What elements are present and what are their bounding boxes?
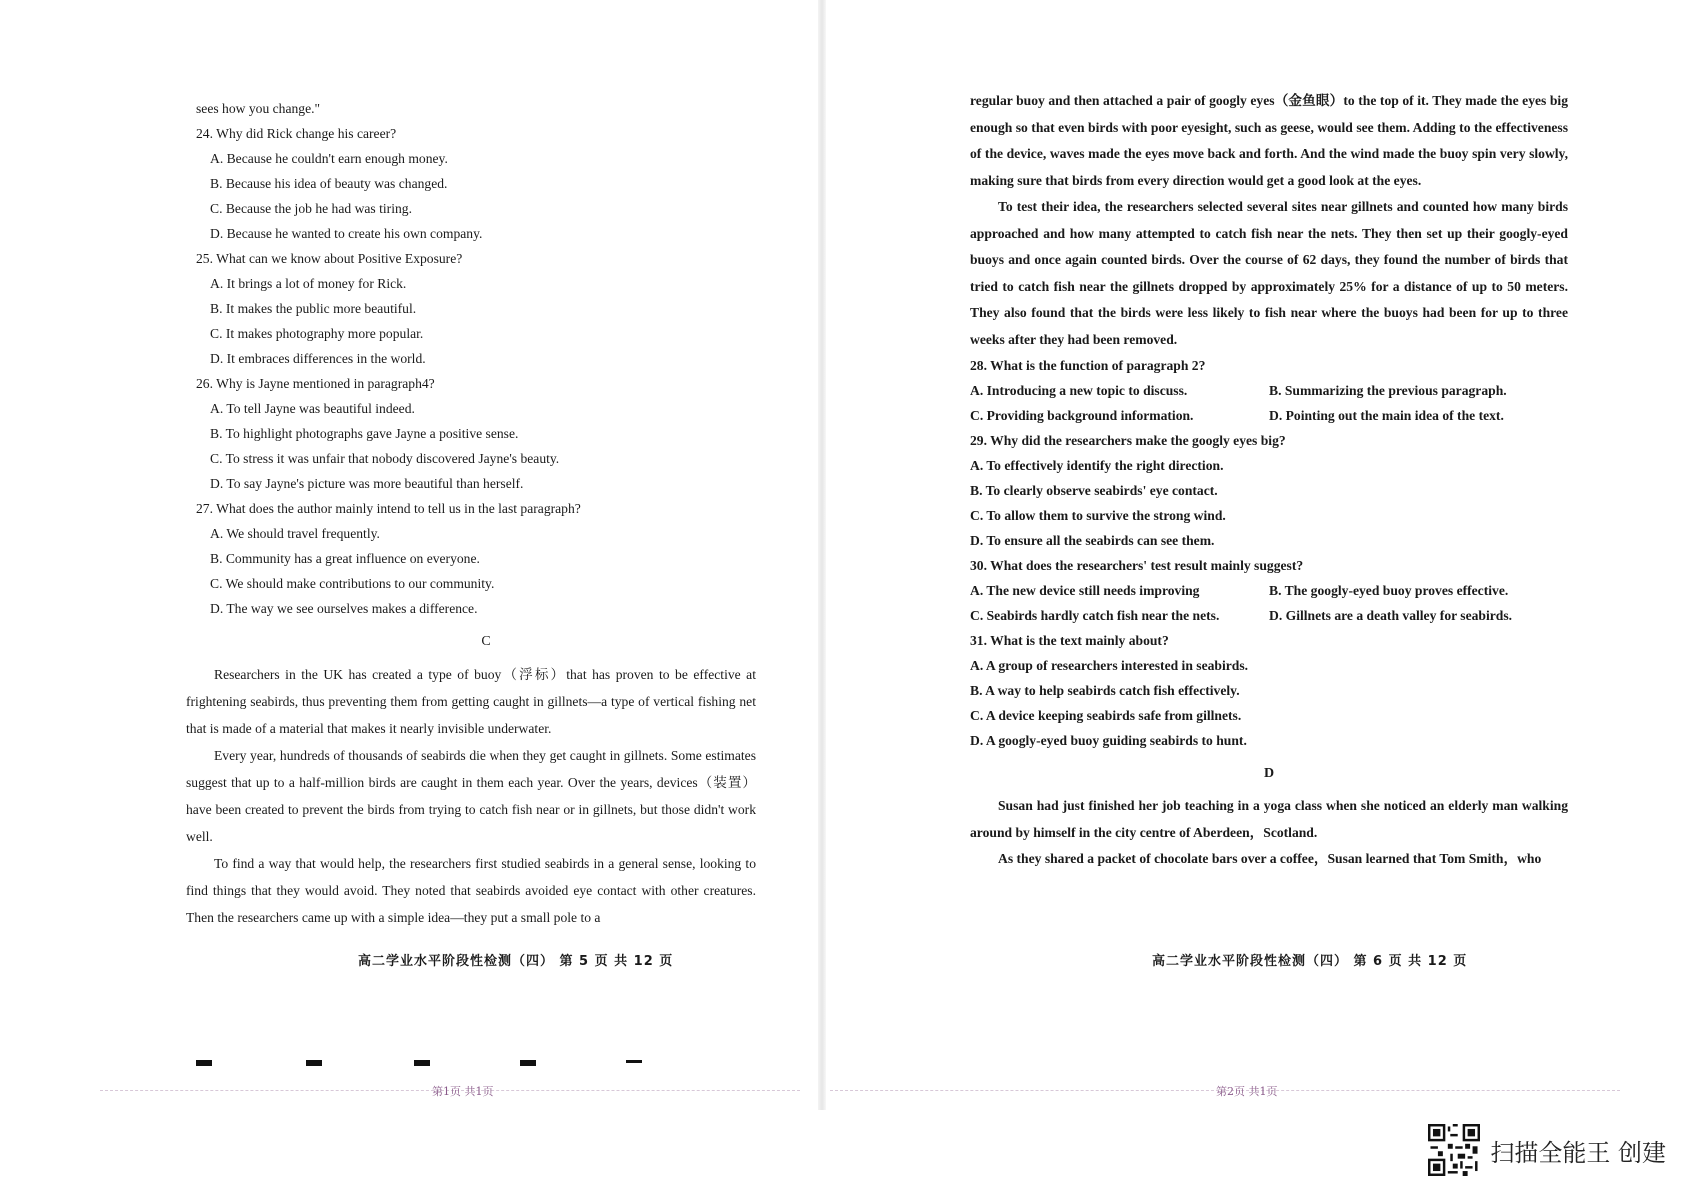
page-footer: 高二学业水平阶段性检测（四） 第 6 页 共 12 页 <box>1152 954 1468 969</box>
question-stem: 26. Why is Jayne mentioned in paragraph4? <box>196 376 435 391</box>
option: B. Summarizing the previous paragraph. <box>1269 383 1507 398</box>
option: A. We should travel frequently. <box>210 526 380 541</box>
question-30 <box>970 553 1568 628</box>
option: D. Because he wanted to create his own company. <box>210 226 483 241</box>
option: B. The googly-eyed buoy proves effective. <box>1269 583 1509 598</box>
question-29 <box>970 428 1568 553</box>
scanner-watermark <box>1428 1124 1666 1176</box>
section-heading-c: C <box>481 634 491 649</box>
page-footer: 高二学业水平阶段性检测（四） 第 5 页 共 12 页 <box>358 954 674 969</box>
scan-page-label: 第1页 共1页 <box>432 1085 494 1098</box>
option: D. A googly-eyed buoy guiding seabirds to hunt. <box>970 733 1247 748</box>
question-stem: 30. What does the researchers' test result mainly suggest? <box>970 558 1304 573</box>
option: C. We should make contributions to our community. <box>210 576 495 591</box>
alignment-marker <box>306 1060 322 1066</box>
passage-paragraph: Susan had just finished her job teaching in a yoga class when she noticed an elderly man walking around by himself in the city centre of Aberdeen，Scotland. <box>970 798 1568 840</box>
option: A. Because he couldn't earn enough money. <box>210 151 448 166</box>
option: C. To stress it was unfair that nobody discovered Jayne's beauty. <box>210 451 560 466</box>
question-stem: 25. What can we know about Positive Exposure? <box>196 251 463 266</box>
option: B. A way to help seabirds catch fish effectively. <box>970 683 1240 698</box>
option: B. Because his idea of beauty was changed. <box>210 176 448 191</box>
question-stem: 27. What does the author mainly intend to tell us in the last paragraph? <box>196 501 581 516</box>
alignment-marker <box>520 1060 536 1066</box>
question-26 <box>196 371 776 496</box>
alignment-marker <box>196 1060 212 1066</box>
passage-d <box>970 793 1568 873</box>
option: C. Providing background information. <box>970 408 1194 423</box>
option: A. It brings a lot of money for Rick. <box>210 276 407 291</box>
option: C. A device keeping seabirds safe from gillnets. <box>970 708 1242 723</box>
option: C. It makes photography more popular. <box>210 326 424 341</box>
alignment-marker <box>414 1060 430 1066</box>
option: C. To allow them to survive the strong wind. <box>970 508 1226 523</box>
option: B. Community has a great influence on everyone. <box>210 551 480 566</box>
option: A. The new device still needs improving <box>970 583 1200 598</box>
option: A. Introducing a new topic to discuss. <box>970 383 1188 398</box>
option: A. To effectively identify the right direction. <box>970 458 1224 473</box>
question-25 <box>196 246 776 371</box>
question-28 <box>970 353 1568 428</box>
alignment-marker <box>626 1060 642 1063</box>
passage-c <box>186 661 756 931</box>
option: C. Seabirds hardly catch fish near the nets. <box>970 608 1220 623</box>
option: D. Pointing out the main idea of the text. <box>1269 408 1504 423</box>
left-page <box>0 0 820 1190</box>
option: B. It makes the public more beautiful. <box>210 301 417 316</box>
option: B. To highlight photographs gave Jayne a positive sense. <box>210 426 519 441</box>
right-column <box>970 88 1568 873</box>
question-31 <box>970 628 1568 753</box>
option: A. To tell Jayne was beautiful indeed. <box>210 401 415 416</box>
question-stem: 24. Why did Rick change his career? <box>196 126 397 141</box>
passage-paragraph: Every year, hundreds of thousands of seabirds die when they get caught in gillnets. Some estimates suggest that up to a half-million birds are caught in them each year. Over the years, devices（装置）have been created to prevent the birds from trying to catch fish near or in gillnets, but those didn't work well. <box>186 748 756 844</box>
options-grid <box>970 378 1568 428</box>
options-grid <box>970 578 1568 628</box>
question-stem: 29. Why did the researchers make the googly eyes big? <box>970 433 1286 448</box>
option: D. Gillnets are a death valley for seabirds. <box>1269 608 1513 623</box>
passage-paragraph: As they shared a packet of chocolate bars over a coffee，Susan learned that Tom Smith，who <box>998 851 1542 866</box>
option: D. To ensure all the seabirds can see them. <box>970 533 1215 548</box>
option: D. To say Jayne's picture was more beautiful than herself. <box>210 476 524 491</box>
section-heading-d: D <box>1263 766 1275 781</box>
option: D. The way we see ourselves makes a difference. <box>210 601 478 616</box>
question-27 <box>196 496 776 621</box>
option: D. It embraces differences in the world. <box>210 351 426 366</box>
left-column <box>186 96 776 931</box>
continued-line: sees how you change." <box>196 101 321 116</box>
question-stem: 28. What is the function of paragraph 2? <box>970 358 1206 373</box>
option: C. Because the job he had was tiring. <box>210 201 412 216</box>
passage-paragraph: Researchers in the UK has created a type of buoy（浮标）that has proven to be effective at frightening seabirds, thus preventing them from getting caught in gillnets—a type of vertical fishing net that is made of a material that makes it nearly invisible underwater. <box>186 667 756 736</box>
option: B. To clearly observe seabirds' eye contact. <box>970 483 1218 498</box>
passage-paragraph: To find a way that would help, the researchers first studied seabirds in a general sense, looking to find things that they would avoid. They noted that seabirds avoided eye contact with other creatures. Then the researchers came up with a simple idea—they put a small pole to a <box>186 856 756 925</box>
watermark-text: 扫描全能王 创建 <box>1490 1138 1666 1167</box>
passage-paragraph: To test their idea, the researchers selected several sites near gillnets and counted how many birds approached and how many attempted to catch fish near the nets. They then set up their googly-eyed buoys and once again counted birds. Over the course of 62 days, they found the number of birds that tried to catch fish near the gillnets dropped by approximately 25% for a distance of up to 50 meters. They also found that the birds were less likely to fish near where the buoys had been for up to three weeks after they had been removed. <box>970 199 1568 347</box>
qr-code-icon <box>1428 1124 1480 1176</box>
right-page <box>830 0 1684 1190</box>
scan-page-label: 第2页 共1页 <box>1216 1085 1278 1098</box>
question-24 <box>196 121 776 246</box>
option: A. A group of researchers interested in seabirds. <box>970 658 1249 673</box>
passage-paragraph: regular buoy and then attached a pair of googly eyes（金鱼眼）to the top of it. They made the eyes big enough so that even birds with poor eyesight, such as geese, would see them. Adding to the effectiveness of the device, waves made the eyes move back and forth. And the wind made the buoy spin very slowly, making sure that birds from every direction would get a good look at the eyes. <box>970 93 1568 188</box>
question-stem: 31. What is the text mainly about? <box>970 633 1169 648</box>
